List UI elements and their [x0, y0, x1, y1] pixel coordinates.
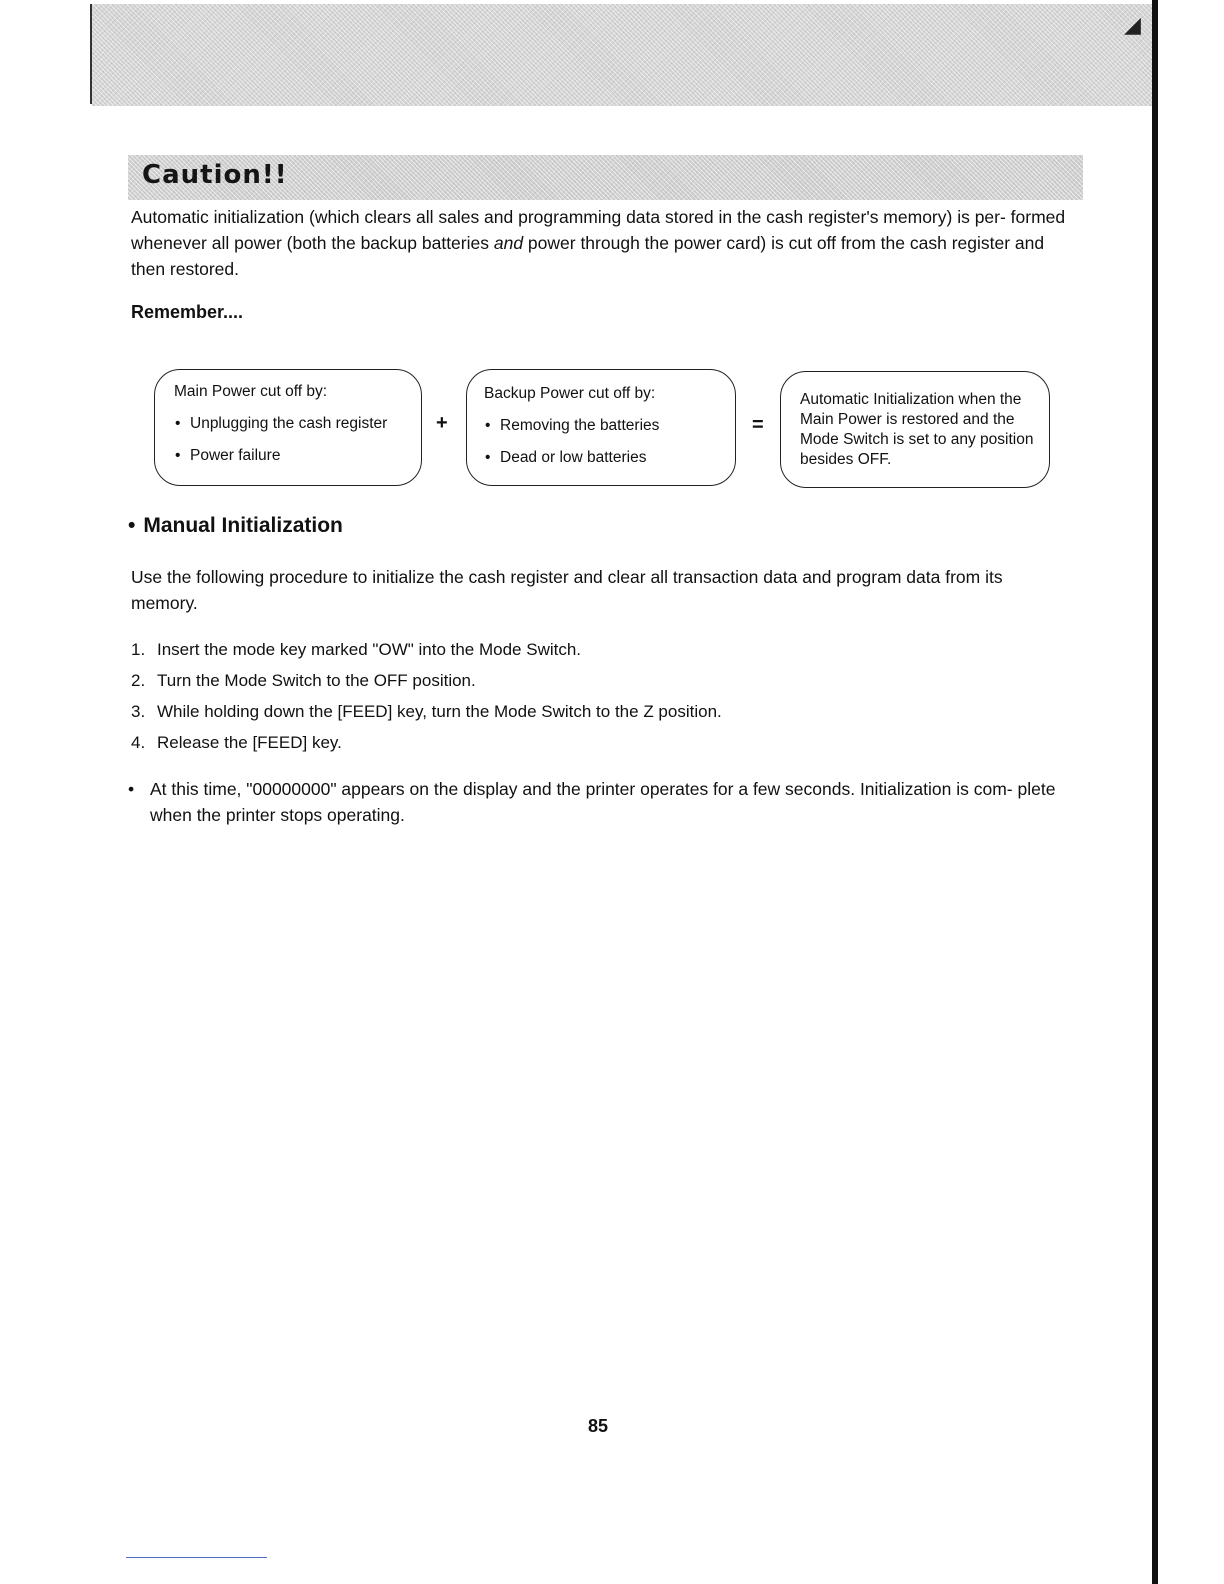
header-left-rule [90, 4, 92, 104]
note-text: At this time, "00000000" appears on the display and the printer operates for a few seconds. Initialization is com- plete when the printer stops operating. [150, 779, 1056, 825]
caution-text-after: power through the power card) is cut off from the cash register and then restored. [131, 233, 1045, 279]
manual-initialization-heading [128, 514, 343, 538]
caution-title: Caution!! [142, 160, 288, 190]
step-number: 2. [131, 671, 146, 690]
heading-bullet: • [128, 514, 136, 537]
remember-label: Remember.... [131, 302, 244, 322]
list-item: • Removing the batteries [484, 416, 735, 436]
procedure-steps [131, 637, 722, 761]
backup-power-title: Backup Power cut off by: [484, 385, 656, 402]
caution-text-before: Automatic initialization (which clears all sales and programming data stored in the cash register's memory) is per- formed whenever all power (both the backup batteries [131, 207, 1066, 253]
list-item [131, 668, 722, 699]
step-number: 4. [131, 733, 146, 752]
step-text: Turn the Mode Switch to the OFF position. [157, 671, 476, 690]
step-number: 3. [131, 702, 146, 721]
note-bullet: • [128, 779, 135, 799]
main-power-title: Main Power cut off by: [174, 383, 328, 400]
equals-operator: = [752, 414, 764, 436]
corner-arrow-icon: ◢ [1124, 12, 1141, 37]
header-decorative-band [92, 4, 1156, 106]
list-item [131, 637, 722, 668]
result-box [780, 371, 1050, 488]
list-item: • Unplugging the cash register [174, 414, 421, 434]
list-item [131, 699, 722, 730]
list-item: • Dead or low batteries [484, 448, 735, 468]
main-power-list [174, 414, 421, 466]
page-right-edge [1152, 0, 1158, 1584]
page-number: 85 [588, 1416, 609, 1436]
step-number: 1. [131, 640, 146, 659]
step-text: Release the [FEED] key. [157, 733, 342, 752]
result-text: Automatic Initialization when the Main Power is restored and the Mode Switch is set to any position besides OFF. [800, 391, 1034, 468]
caution-paragraph [131, 204, 1071, 282]
list-item [131, 730, 722, 761]
completion-note [128, 776, 1073, 828]
step-text: While holding down the [FEED] key, turn the Mode Switch to the Z position. [157, 702, 722, 721]
heading-text: Manual Initialization [143, 514, 343, 537]
backup-power-list [484, 416, 735, 468]
manual-intro: Use the following procedure to initialize the cash register and clear all transaction data and program data from its memory. [131, 567, 1003, 613]
step-text: Insert the mode key marked "OW" into the Mode Switch. [157, 640, 582, 659]
caution-text-emphasis: and [493, 233, 524, 253]
main-power-box [154, 369, 422, 486]
backup-power-box [466, 369, 736, 486]
plus-operator: + [436, 412, 448, 434]
list-item: • Power failure [174, 446, 421, 466]
footer-rule [126, 1557, 267, 1558]
